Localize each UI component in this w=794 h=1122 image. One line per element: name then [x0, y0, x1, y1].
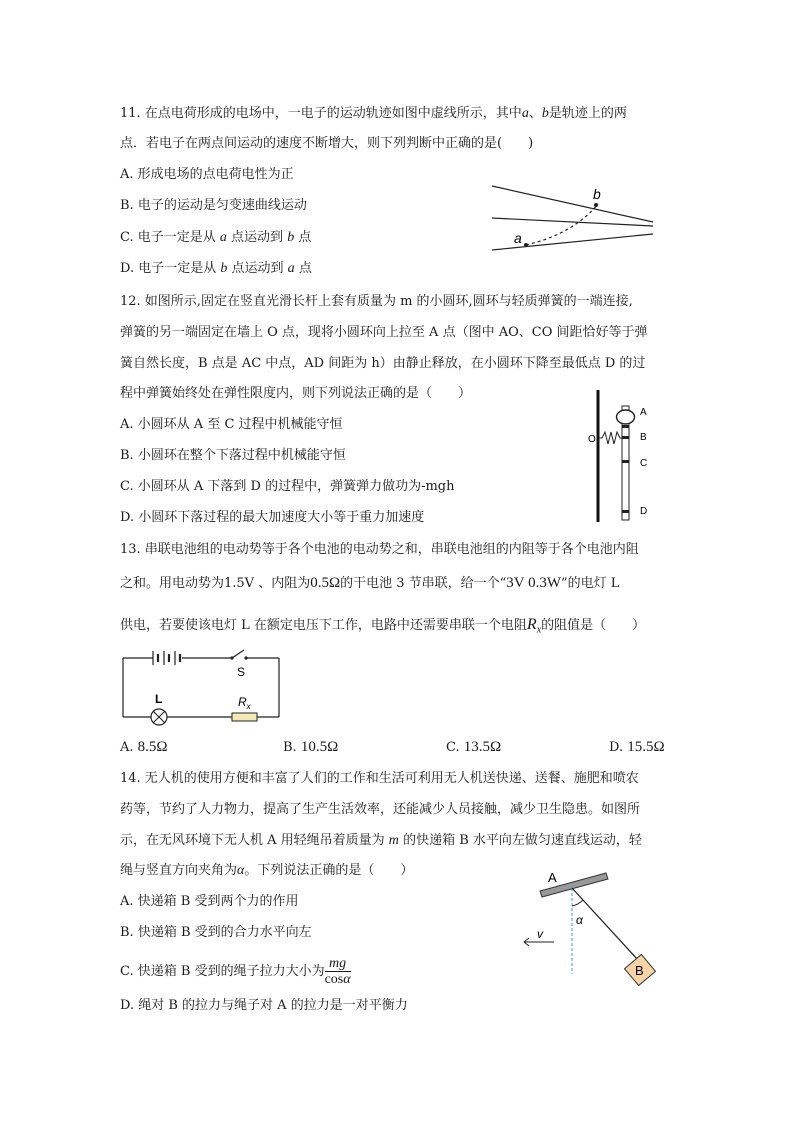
- q13-circuit-diagram: [120, 648, 282, 720]
- q11-field-line-upper: [492, 186, 653, 222]
- q13-switch-lever: [232, 650, 244, 658]
- q11-field-lines-figure: [488, 182, 658, 258]
- q14-option-d: D. 绳对 B 的拉力与绳子对 A 的拉力是一对平衡力: [120, 998, 408, 1013]
- q13-resistor-rx: [232, 713, 257, 721]
- q14-option-a: A. 快递箱 B 受到两个力的作用: [120, 894, 299, 909]
- q12-spring: [598, 432, 622, 444]
- q11-option-b: B. 电子的运动是匀变速曲线运动: [120, 198, 307, 213]
- q11-option-a: A. 形成电场的点电荷电性为正: [120, 167, 294, 182]
- q11-point-b-dot: [594, 203, 598, 207]
- q14-stem-line-3: 示，在无风环境下无人机 A 用轻绳吊着质量为 m 的快递箱 B 水平向左做匀速直线运动，轻: [120, 833, 642, 848]
- q12-mark-b: [622, 436, 629, 439]
- q12-label-b: B: [640, 432, 647, 443]
- q12-mark-d: [622, 510, 629, 513]
- q13-stem-line-1: 13. 串联电池组的电动势等于各个电池的电动势之和，串联电池组的内阻等于各个电池内阻: [120, 542, 639, 557]
- q12-stem-line-1: 12. 如图所示,固定在竖直光滑长杆上套有质量为 m 的小圆环,圆环与轻质弹簧的一端连接,: [120, 294, 633, 309]
- q12-mark-c: [622, 460, 629, 463]
- q14-stem-line-2: 药等，节约了人力物力，提高了生产生活效率，还能减少人员接触，减少卫生隐患。如图所: [120, 802, 641, 817]
- q12-option-c: C. 小圆环从 A 下落到 D 的过程中，弹簧弹力做功为-mgh: [120, 479, 455, 494]
- q12-option-b: B. 小圆环在整个下落过程中机械能守恒: [120, 448, 346, 463]
- q13-option-a: A. 8.5Ω: [120, 739, 168, 755]
- q11-point-a-dot: [524, 243, 528, 247]
- q13-option-d: D. 15.5Ω: [609, 739, 665, 755]
- q13-stem-line-2: 之和。用电动势为1.5V 、内阻为0.5Ω的干电池 3 节串联，给一个“3V 0.3W”的电灯 L: [120, 575, 620, 591]
- q13-switch-contact-right: [244, 656, 247, 659]
- q11-label-b: b: [593, 186, 601, 202]
- q12-stem-line-2: 弹簧的另一端固定在墙上 O 点，现将小圆环向上拉至 A 点（图中 AO、CO 间距恰好等于弹: [120, 325, 648, 340]
- q11-var-b: b: [541, 106, 549, 121]
- q14-option-c: C. 快递箱 B 受到的绳子拉力大小为 $\frac{mg}{\cos\alpha}$: [120, 956, 351, 987]
- q12-ring-rod-figure: [588, 388, 658, 524]
- q14-drone-figure: [520, 868, 660, 990]
- q12-option-d: D. 小圆环下落过程的最大加速度大小等于重力加速度: [120, 510, 425, 525]
- q11-option-c: C. 电子一定是从 a 点运动到 b 点: [120, 230, 312, 245]
- q14-label-b: B: [635, 963, 644, 978]
- q11-option-d: D. 电子一定是从 b 点运动到 a 点: [120, 261, 312, 276]
- q14-angle-arc: [572, 900, 583, 906]
- q12-label-d: D: [640, 506, 648, 517]
- q11-electron-trajectory: [526, 204, 598, 245]
- q12-stem-line-4: 程中弹簧始终处在弹性限度内，则下列说法正确的是（ ）: [120, 386, 472, 401]
- q14-label-alpha: α: [576, 913, 583, 927]
- q14-option-b: B. 快递箱 B 受到的合力水平向左: [120, 925, 312, 940]
- q12-label-a: A: [640, 407, 647, 418]
- q13-option-b: B. 10.5Ω: [283, 739, 339, 755]
- q12-small-ring: [617, 410, 635, 424]
- q13-option-c: C. 13.5Ω: [446, 739, 502, 755]
- q11-var-a: a: [521, 106, 529, 121]
- q11-stem-line-2: 点．若电子在两点间运动的速度不断增大，则下列判断中正确的是( ): [120, 136, 534, 151]
- q12-option-a: A. 小圆环从 A 至 C 过程中机械能守恒: [120, 417, 343, 432]
- q13-label-s: S: [237, 665, 246, 679]
- q12-mark-a: [622, 425, 629, 428]
- q11-stem-line-1: 11. 在点电荷形成的电场中，一电子的运动轨迹如图中虚线所示，其中a、b是轨迹上的两: [120, 106, 627, 121]
- q14-label-a: A: [548, 870, 557, 885]
- q14-stem-line-4: 绳与竖直方向夹角为α。下列说法正确的是（ ）: [120, 863, 414, 878]
- q14-stem-line-1: 14. 无人机的使用方便和丰富了人们的工作和生活可利用无人机送快递、送餐、施肥和喷农: [120, 771, 639, 786]
- q13-label-l: L: [155, 692, 163, 706]
- q14-tension-fraction: $\frac{mg}{\cos\alpha}$: [324, 956, 351, 987]
- q12-stem-line-3: 簧自然长度，B 点是 AC 中点，AD 间距为 h）由静止释放，在小圆环下降至最低点 D 的过: [120, 356, 646, 371]
- q11-field-line-middle: [492, 218, 653, 226]
- q14-label-v: v: [537, 927, 543, 941]
- q12-label-o: O: [588, 434, 596, 445]
- q12-label-c: C: [640, 458, 648, 469]
- q13-label-rx: $R_x$: [238, 695, 251, 711]
- q13-stem-line-3: 供电，若要使该电灯 L 在额定电压下工作，电路中还需要串联一个电阻$R_x$的阻值是（ ）: [120, 616, 646, 636]
- q11-label-a: a: [514, 230, 522, 246]
